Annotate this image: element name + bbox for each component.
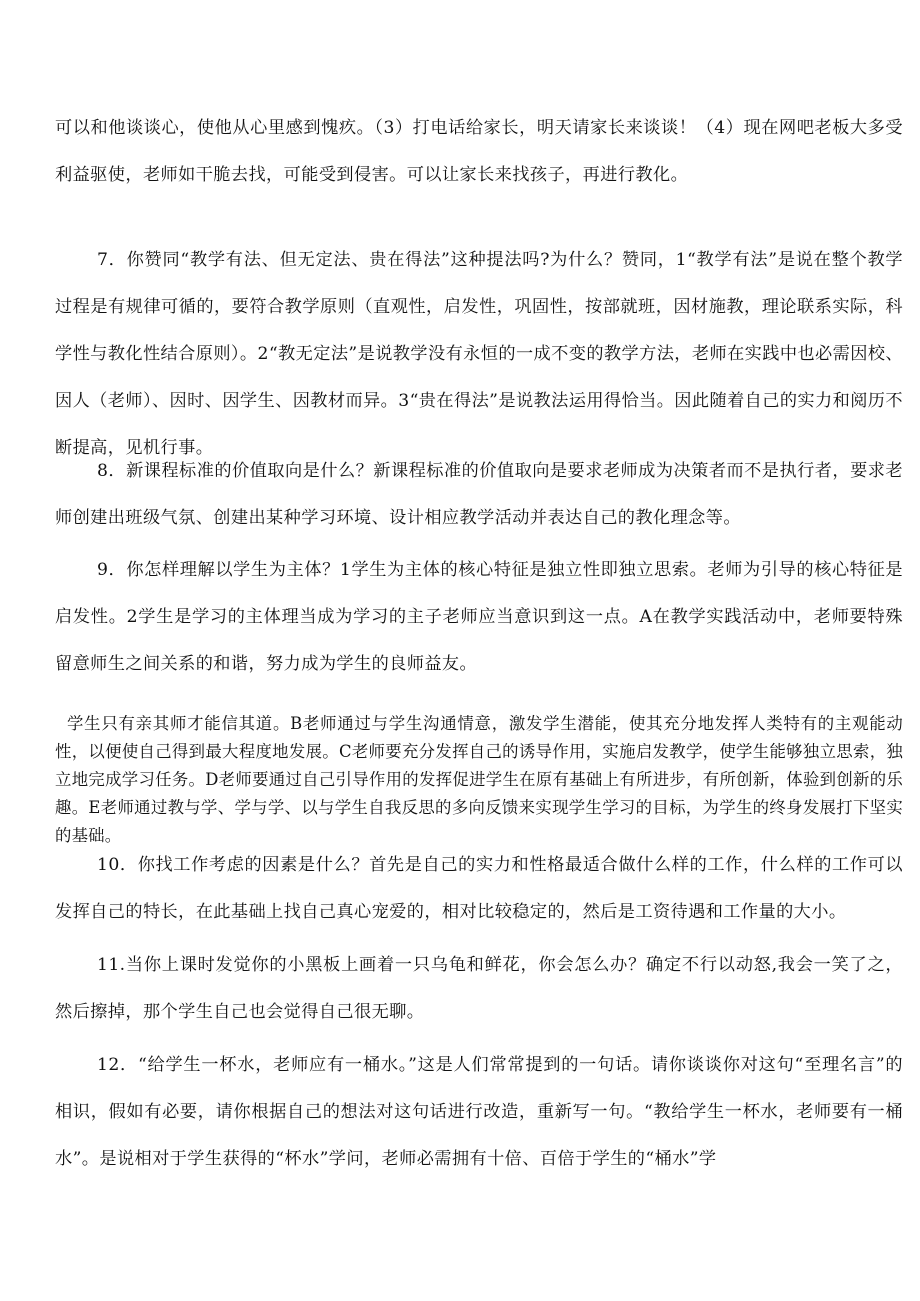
paragraph-question-12: 12．“给学生一杯水，老师应有一桶水。”这是人们常常提到的一句话。请你谈谈你对这句“至理名言”的相识，假如有必要，请你根据自己的想法对这句话进行改造，重新写一句。“教给学生一杯水，老师要有一桶水”。是说相对于学生获得的“杯水”学问，老师必需拥有十倍、百倍于学生的“桶水”学	[55, 1055, 903, 1169]
paragraph-question-10: 10．你找工作考虑的因素是什么？首先是自己的实力和性格最适合做什么样的工作，什么样的工作可以发挥自己的特长，在此基础上找自己真心宠爱的，相对比较稳定的，然后是工资待遇和工作量的大小。	[55, 855, 903, 922]
paragraph-question-9: 9．你怎样理解以学生为主体？1学生为主体的核心特征是独立性即独立思索。老师为引导的核心特征是启发性。2学生是学习的主体理当成为学习的主子老师应当意识到这一点。A在教学实践活动中，老师要特殊留意师生之间关系的和谐，努力成为学生的良师益友。	[55, 560, 903, 674]
paragraph-continued: 可以和他谈谈心，使他从心里感到愧疚。（3）打电话给家长，明天请家长来谈谈！（4）现在网吧老板大多受利益驱使，老师如干脆去找，可能受到侵害。可以让家长来找孩子，再进行教化。	[55, 118, 903, 185]
paragraph-question-11: 11.当你上课时发觉你的小黑板上画着一只乌龟和鲜花，你会怎么办？确定不行以动怒,我会一笑了之，然后擦掉，那个学生自己也会觉得自己很无聊。	[55, 955, 903, 1022]
paragraph-question-9-continued: 学生只有亲其师才能信其道。B老师通过与学生沟通情意，激发学生潜能，使其充分地发挥人类特有的主观能动性，以便使自己得到最大程度地发展。C老师要充分发挥自己的诱导作用，实施启发教学，使学生能够独立思索，独立地完成学习任务。D老师要通过自己引导作用的发挥促进学生在原有基础上有所进步，有所创新，体验到创新的乐趣。E老师通过教与学、学与学、以与学生自我反思的多向反馈来实现学生学习的目标，为学生的终身发展打下坚实的基础。	[55, 714, 903, 845]
paragraph-question-8: 8．新课程标准的价值取向是什么？新课程标准的价值取向是要求老师成为决策者而不是执行者，要求老师创建出班级气氛、创建出某种学习环境、设计相应教学活动并表达自己的教化理念等。	[55, 461, 903, 528]
paragraph-question-7: 7．你赞同“教学有法、但无定法、贵在得法”这种提法吗?为什么？赞同，1“教学有法”是说在整个教学过程是有规律可循的，要符合教学原则（直观性，启发性，巩固性，按部就班，因材施教，理论联系实际，科学性与教化性结合原则）。2“教无定法”是说教学没有永恒的一成不变的教学方法，老师在实践中也必需因校、因人（老师）、因时、因学生、因教材而异。3“贵在得法”是说教法运用得恰当。因此随着自己的实力和阅历不断提高，见机行事。	[55, 250, 903, 458]
